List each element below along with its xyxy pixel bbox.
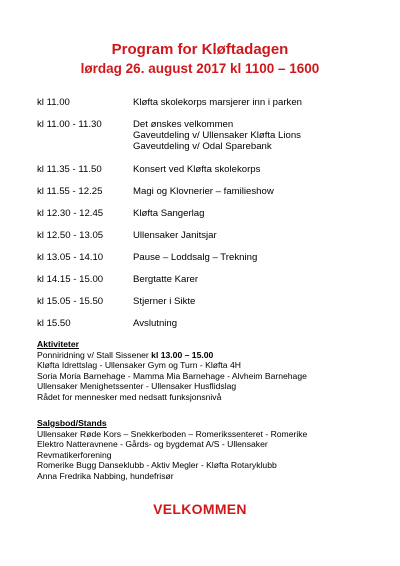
- schedule-event: Gaveutdeling v/ Odal Sparebank: [133, 141, 272, 152]
- schedule-event: Kløfta skolekorps marsjerer inn i parken: [133, 97, 303, 108]
- activity-text: Ponniridning v/ Stall Sissener: [37, 349, 152, 360]
- schedule-event: Konsert ved Kløfta skolekorps: [133, 164, 261, 175]
- schedule-event: Bergtatte Karer: [133, 274, 199, 285]
- list-item: Romerike Bugg Danseklubb - Aktiv Megler - Kløfta Rotaryklubb: [37, 460, 277, 471]
- list-item: Ullensaker Menighetssenter - Ullensaker Husflidslag: [37, 381, 237, 392]
- salgsbod-section: [37, 418, 377, 482]
- schedule-event: Magi og Klovnerier – familieshow: [133, 186, 274, 197]
- section-heading: Aktiviteter: [37, 339, 80, 349]
- page-subtitle: lørdag 26. august 2017 kl 1100 – 1600: [80, 61, 320, 76]
- list-item: Soria Moria Barnehage - Mamma Mia Barnehage - Alvheim Barnehage: [37, 370, 307, 381]
- schedule-event: Pause – Loddsalg – Trekning: [133, 252, 258, 263]
- schedule-event: Avslutning: [133, 318, 178, 329]
- schedule-event: Det ønskes velkommen: [133, 119, 234, 130]
- schedule-event: Ullensaker Janitsjar: [133, 230, 217, 241]
- page-title: Program for Kløftadagen: [111, 41, 289, 58]
- aktiviteter-section: [37, 339, 377, 403]
- list-item: Revmatikerforening: [37, 449, 112, 460]
- activity-time: kl 13.00 – 15.00: [151, 349, 214, 360]
- schedule-time: kl 13.05 - 14.10: [37, 252, 104, 263]
- list-item: Ullensaker Røde Kors – Snekkerboden – Romerikssenteret - Romerike: [37, 428, 308, 439]
- schedule-event: Kløfta Sangerlag: [133, 208, 205, 219]
- schedule-event: Gaveutdeling v/ Ullensaker Kløfta Lions: [133, 130, 301, 141]
- schedule-time: kl 14.15 - 15.00: [37, 274, 104, 285]
- schedule-time: kl 11.00: [37, 97, 70, 108]
- list-item: Rådet for mennesker med nedsatt funksjonsnivå: [37, 391, 222, 402]
- schedule-time: kl 11.35 - 11.50: [37, 164, 102, 175]
- welcome-footer: VELKOMMEN: [153, 501, 247, 517]
- section-heading: Salgsbod/Stands: [37, 418, 107, 428]
- schedule-event: Stjerner i Sikte: [133, 296, 196, 307]
- schedule-time: kl 11.55 - 12.25: [37, 186, 103, 197]
- list-item: Elektro Natteravnene - Gårds- og bygdemat A/S - Ullensaker: [37, 439, 268, 450]
- schedule-time: kl 15.05 - 15.50: [37, 296, 104, 307]
- list-item: [37, 350, 377, 361]
- list-item: Kløfta Idrettslag - Ullensaker Gym og Turn - Kløfta 4H: [37, 360, 241, 371]
- schedule-time: kl 11.00 - 11.30: [37, 119, 102, 130]
- list-item: Anna Fredrika Nabbing, hundefrisør: [37, 470, 174, 481]
- schedule-time: kl 12.30 - 12.45: [37, 208, 104, 219]
- schedule-time: kl 12.50 - 13.05: [37, 230, 104, 241]
- schedule-time: kl 15.50: [37, 318, 71, 329]
